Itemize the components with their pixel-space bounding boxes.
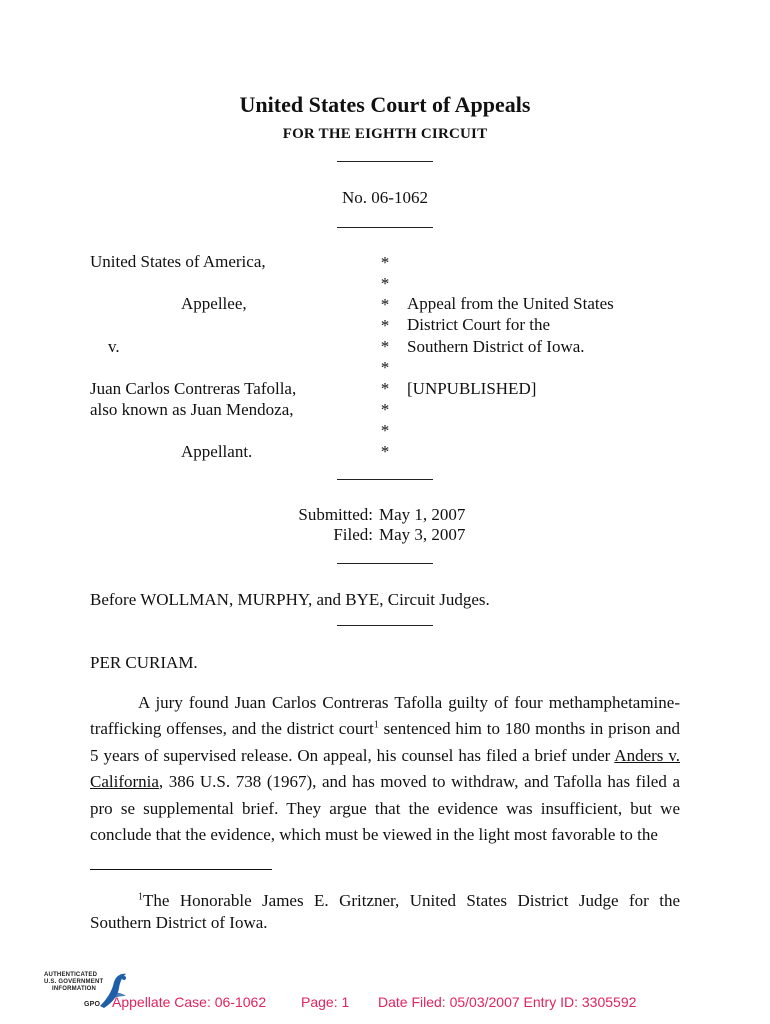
publication-status: [UNPUBLISHED] (407, 379, 537, 398)
plaintiff-role: Appellee, (181, 294, 247, 313)
panel-judges: Before WOLLMAN, MURPHY, and BYE, Circuit Judges. (90, 590, 490, 609)
footnote (90, 890, 680, 934)
caption-star: * (380, 337, 390, 356)
circuit-name: FOR THE EIGHTH CIRCUIT (282, 126, 488, 142)
footnote-text: The Honorable James E. Gritzner, United States District Judge for the Southern District of Iowa. (90, 891, 680, 932)
per-curiam: PER CURIAM. (90, 653, 198, 672)
gpo-text: U.S. GOVERNMENT (44, 979, 104, 985)
opinion-text: , 386 U.S. 738 (1967), and has moved to withdraw, and Tafolla has filed a pro se supplemental brief. They argue that the evidence was insufficient, but we conclude that the evidence, which must be viewed in the light most favorable to the (90, 772, 680, 845)
case-citation: Anders v. California (90, 745, 680, 792)
appeal-from-line: Appeal from the United States (407, 294, 614, 313)
caption-star: * (380, 358, 390, 377)
appeal-district-line: Southern District of Iowa. (407, 337, 585, 356)
footnote-number: 1 (138, 891, 143, 903)
opinion-text: A jury found Juan Carlos Contreras Tafolla guilty of four methamphetamine-trafficking offenses, and the district court (90, 693, 680, 739)
gpo-text: INFORMATION (52, 986, 97, 992)
footer-filed-entry: Date Filed: 05/03/2007 Entry ID: 3305592 (378, 994, 637, 1010)
divider (337, 161, 433, 162)
divider (337, 625, 433, 626)
gpo-text: AUTHENTICATED (44, 972, 98, 978)
footnote-reference: 1 (373, 719, 379, 731)
versus: v. (108, 337, 120, 356)
defendant-name: Juan Carlos Contreras Tafolla, (90, 379, 297, 398)
filed-date: May 3, 2007 (379, 525, 466, 544)
court-title: United States Court of Appeals (239, 92, 531, 117)
divider (337, 479, 433, 480)
caption-star: * (380, 253, 390, 272)
footnote-divider (90, 869, 272, 870)
divider (337, 227, 433, 228)
submitted-date: May 1, 2007 (379, 505, 466, 524)
footer-case-number: Appellate Case: 06-1062 (112, 994, 267, 1010)
caption-star: * (380, 421, 390, 440)
divider (337, 563, 433, 564)
caption-star: * (380, 442, 390, 461)
caption-star: * (380, 316, 390, 335)
defendant-alias: also known as Juan Mendoza, (90, 400, 294, 419)
defendant-role: Appellant. (181, 442, 253, 461)
gpo-mark: GPO (84, 1001, 101, 1008)
submitted-label: Submitted: (298, 505, 373, 524)
caption-star: * (380, 379, 390, 398)
plaintiff-name: United States of America, (90, 252, 266, 271)
opinion-text: sentenced him to 180 months in prison and 5 years of supervised release. On appeal, his counsel has filed a brief under (90, 719, 680, 765)
caption-star: * (380, 400, 390, 419)
caption-star: * (380, 274, 390, 293)
opinion-paragraph (90, 690, 680, 848)
appeal-court-line: District Court for the (407, 315, 551, 334)
footer-page-number: Page: 1 (301, 994, 350, 1010)
docket-number: No. 06-1062 (342, 188, 428, 207)
caption-star: * (380, 295, 390, 314)
filed-label: Filed: (333, 525, 373, 544)
